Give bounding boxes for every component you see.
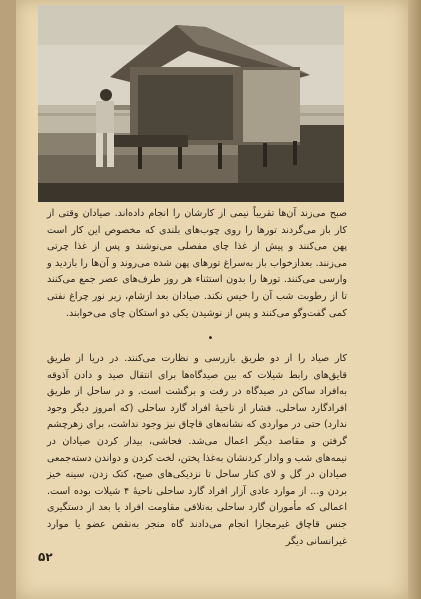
paragraph-text: کار صیاد را از دو طریق بازرسی و نظارت می‌کنند. در دریا از طریق قایق‌های رابط شیلات که بین صیدگاه‌ها برای انتقال صید و دادن آذوقه به‌افراد ساکن در صیدگاه در رفت و برگشت است. و در ساحل از طریق افرادگارد ساحلی. فشار از ناحیهٔ افراد گارد ساحلی (که امروز دیگر وجود ندارد) حتی در مواردی که نشانه‌های قاچاق نیز وجود نداشت، برای زهرچشم گرفتن و مقاصد دیگر اعمال می‌شد. فحاشی، بیدار کردن صیادان در نیمه‌های شب و وادار کردنشان به‌غذا پختن، لخت کردن و دواندن دسته‌جمعی صیادان در گل و لای کنار ساحل تا نزدیکی‌های صبح، کتک زدن، سینه خیز بردن و... از موارد عادی آزار افراد گارد ساحلی ناحیهٔ ۴ شیلات بوده است. اعمالی که مأموران گارد ساحلی به‌تلافی مقاومت افراد یا بعد از دستگیری جنس قاچاق غیرمجازا انجام می‌دادند گاه منجر به‌نقص عضو یا موارد غیرانسانی دیگر <box>47 353 347 547</box>
body-paragraph-1 <box>47 206 347 322</box>
body-paragraph-2 <box>47 351 347 550</box>
paragraph-text: صبح می‌زند آن‌ها تقریباً نیمی از کارشان را انجام داده‌اند. صیادان وقتی از کار باز می‌گردند تورها را روی چوب‌های بلندی که مخصوص این کار است پهن می‌کنند و پیش از غذا چای مفصلی می‌نوشند و پس از غذا چرتی می‌زنند. بعدازخواب باز به‌سراغ تورهای پهن شده می‌روند و آن‌ها را بازدید و وارسی می‌کنند. تورها را بدون استثناء هر روز طرف‌های عصر جمع می‌کنند تا از رطوبت شب آن را خیس نکند. صیادان بعد ازشام، زیر نور چراغ نفتی کمی گفت‌وگو می‌کنند و پس از نوشیدن یکی دو استکان چای می‌خوابند. <box>47 208 347 319</box>
section-separator: • <box>207 333 214 344</box>
page-edge <box>408 0 421 599</box>
page-number: ۵۲ <box>38 550 53 564</box>
photo-hut-on-stilts <box>38 5 344 202</box>
